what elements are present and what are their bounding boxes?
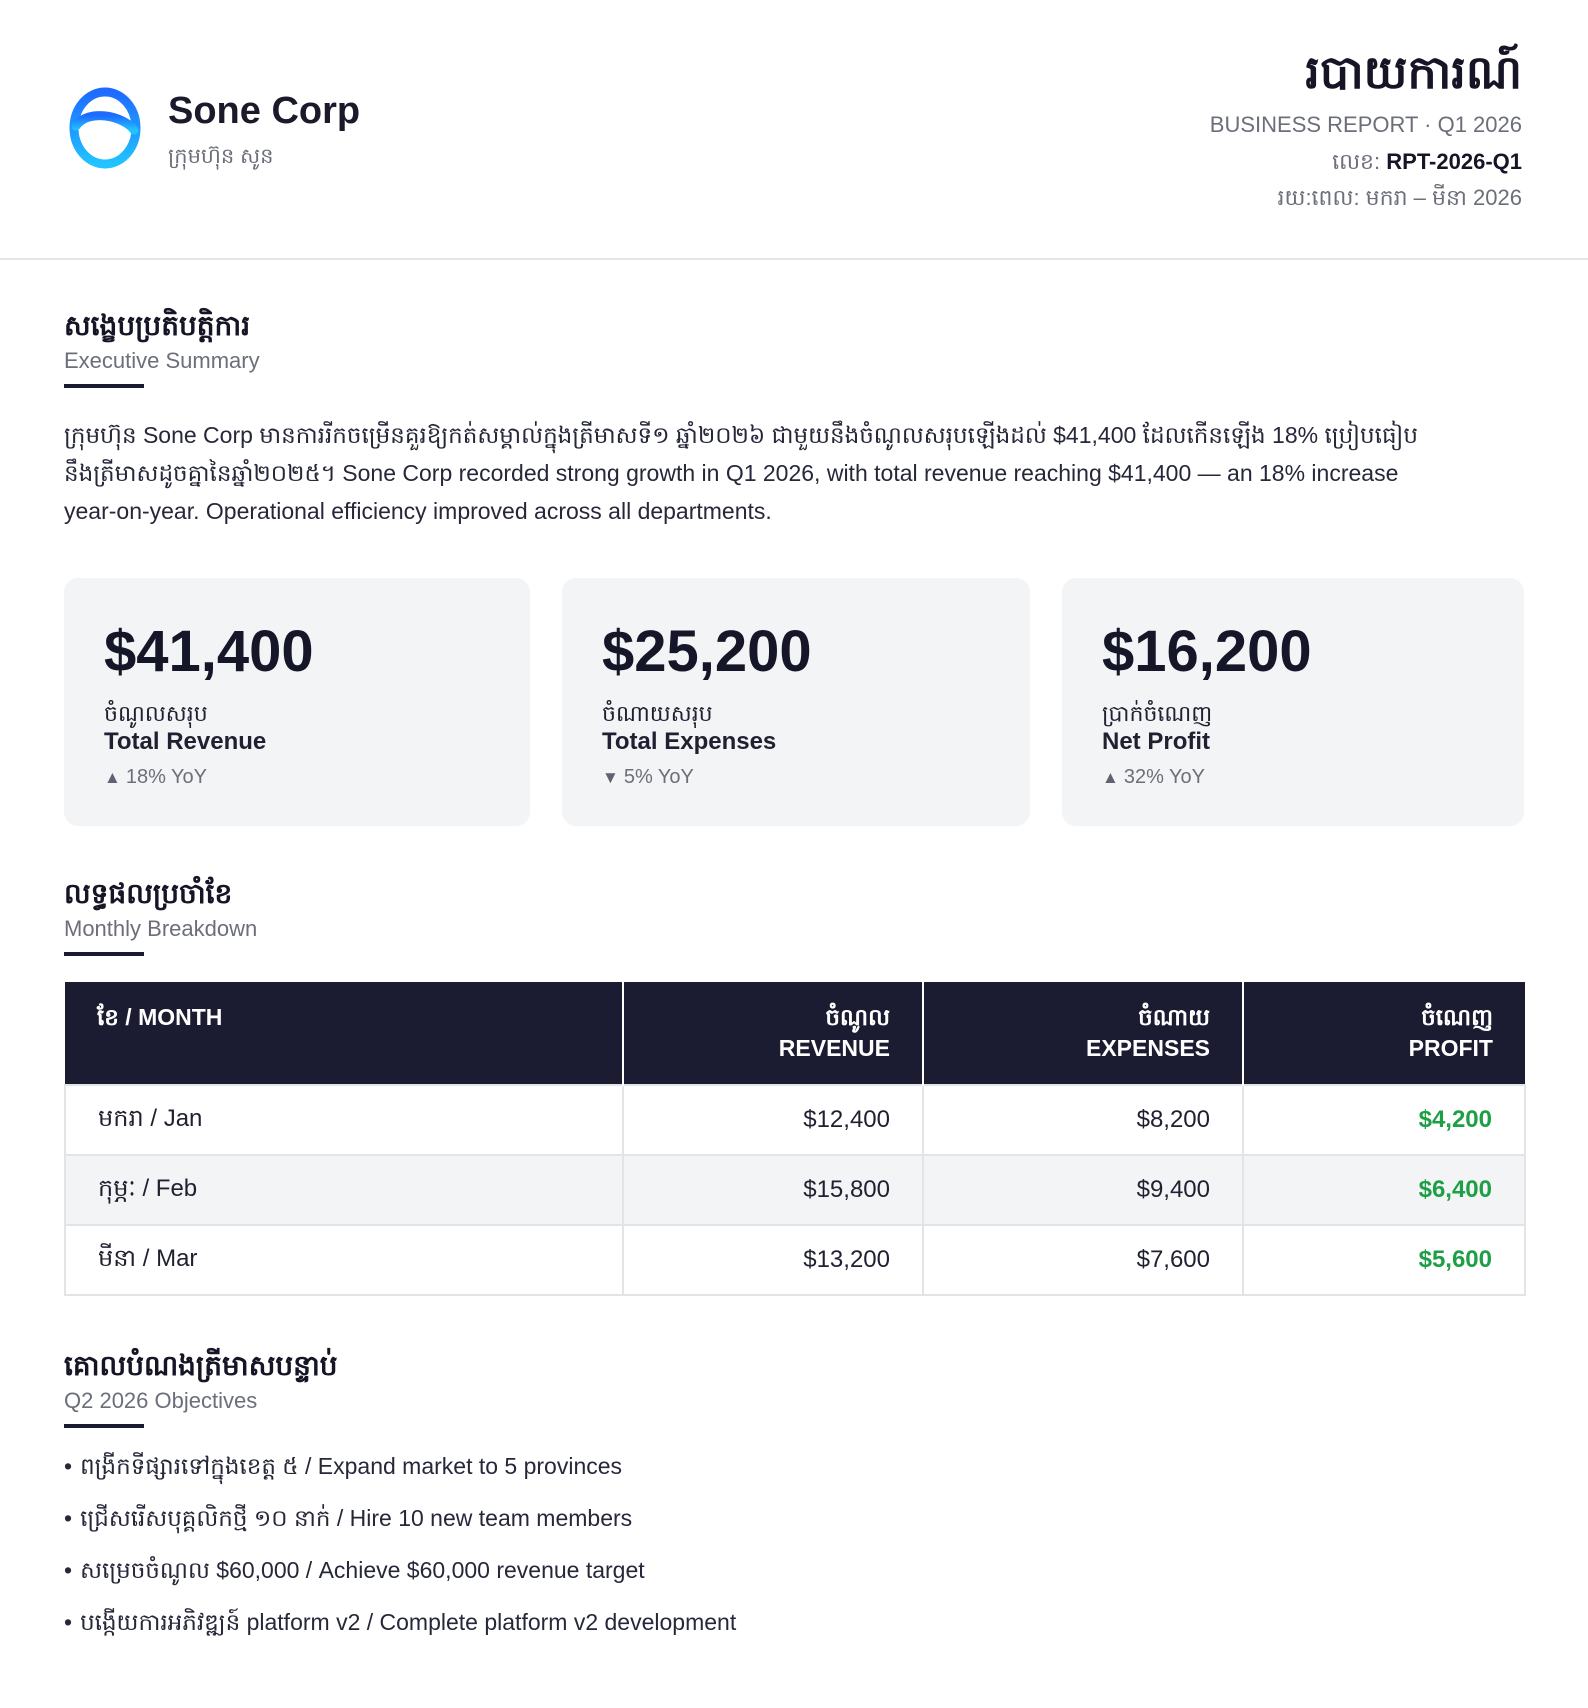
profit-cell: $4,200 xyxy=(1243,1085,1525,1155)
kpi-card-expenses xyxy=(562,578,1030,826)
list-item: • សម្រេចចំណូល $60,000 / Achieve $60,000 revenue target xyxy=(64,1544,736,1596)
kpi-trend-text: 32% YoY xyxy=(1123,766,1206,788)
breakdown-subtitle: Monthly Breakdown xyxy=(64,916,258,941)
revenue-cell: $13,200 xyxy=(623,1225,923,1295)
kpi-card-revenue xyxy=(64,578,530,826)
kpi-trend-text: 5% YoY xyxy=(623,766,694,788)
revenue-cell: $12,400 xyxy=(623,1085,923,1155)
revenue-cell: $15,800 xyxy=(623,1155,923,1225)
column-header-revenue: ចំណូល REVENUE xyxy=(623,982,923,1085)
kpi-card-profit xyxy=(1062,578,1524,826)
ref-value: RPT-2026-Q1 xyxy=(1386,149,1522,174)
report-subtitle: BUSINESS REPORT · Q1 2026 xyxy=(1209,112,1522,137)
column-header-month: ខែ / MONTH xyxy=(65,982,623,1085)
expenses-cell: $8,200 xyxy=(923,1085,1243,1155)
table-row xyxy=(65,1155,1525,1225)
profit-cell: $5,600 xyxy=(1243,1225,1525,1295)
triangle-up-icon: ▲ xyxy=(104,768,121,787)
month-cell: មករា / Jan xyxy=(65,1085,623,1155)
kpi-label-en: Net Profit xyxy=(1102,728,1210,755)
table-row xyxy=(65,1225,1525,1295)
kpi-trend-text: 18% YoY xyxy=(125,766,208,788)
triangle-down-icon: ▼ xyxy=(602,768,619,787)
kpi-label-km: ប្រាក់ចំណេញ xyxy=(1102,701,1213,726)
kpi-trend xyxy=(602,766,694,789)
column-header-expenses: ចំណាយ EXPENSES xyxy=(923,982,1243,1085)
profit-cell: $6,400 xyxy=(1243,1155,1525,1225)
report-reference xyxy=(1332,148,1522,180)
kpi-label-km: ចំណាយសរុប xyxy=(602,701,713,726)
kpi-trend xyxy=(104,766,207,789)
objectives-title: គោលបំណងត្រីមាសបន្ទាប់ xyxy=(64,1350,338,1381)
objectives-divider xyxy=(64,1424,144,1428)
summary-divider xyxy=(64,384,144,388)
summary-text: ក្រុមហ៊ុន Sone Corp មានការរីកចម្រើនគួរឱ្យកត់សម្គាល់ក្នុងត្រីមាសទី១ ឆ្នាំ២០២៦ ជាមួយនឹងចំណូលសរុបឡើងដល់ $41,400 ដែលកើនឡើង 18% ប្រៀបធៀបនឹងត្រីមាសដូចគ្នានៃឆ្នាំ២០២៥។ Sone Corp recorded strong growth in Q1 2026, with total revenue reaching $41,400 — an 18% increase year-on-year. Operational efficiency improved across all departments. xyxy=(64,422,1419,524)
kpi-value: $41,400 xyxy=(104,619,314,684)
kpi-trend xyxy=(1102,766,1205,789)
objectives-subtitle: Q2 2026 Objectives xyxy=(64,1388,258,1413)
kpi-label-en: Total Expenses xyxy=(602,728,777,755)
expenses-cell: $9,400 xyxy=(923,1155,1243,1225)
table-header-row xyxy=(65,982,1525,1085)
list-item: • ពង្រីកទីផ្សារទៅក្នុងខេត្ត ៥ / Expand market to 5 provinces xyxy=(64,1440,736,1492)
table-row xyxy=(65,1085,1525,1155)
ref-label: លេខ: xyxy=(1332,149,1381,174)
kpi-label-en: Total Revenue xyxy=(104,728,267,755)
kpi-value: $25,200 xyxy=(602,619,812,684)
expenses-cell: $7,600 xyxy=(923,1225,1243,1295)
kpi-value: $16,200 xyxy=(1102,619,1312,684)
s-logo-icon xyxy=(68,86,142,170)
breakdown-table xyxy=(64,982,1526,1296)
objectives-list xyxy=(64,1440,736,1648)
triangle-up-icon: ▲ xyxy=(1102,768,1119,787)
month-cell: កុម្ភៈ / Feb xyxy=(65,1155,623,1225)
report-header xyxy=(0,0,1588,260)
column-header-profit: ចំណេញ PROFIT xyxy=(1243,982,1525,1085)
report-period: រយ:ពេល: មករា – មីនា 2026 xyxy=(1277,185,1522,210)
company-name: Sone Corp xyxy=(168,90,361,132)
list-item: • ជ្រើសរើសបុគ្គលិកថ្មី ១០ នាក់ / Hire 10 new team members xyxy=(64,1492,736,1544)
kpi-label-km: ចំណូលសរុប xyxy=(104,701,208,726)
breakdown-divider xyxy=(64,952,144,956)
summary-title: សង្ខេបប្រតិបត្តិការ xyxy=(64,310,251,341)
breakdown-title: លទ្ធផលប្រចាំខែ xyxy=(64,878,233,909)
report-title: របាយការណ៍ xyxy=(1305,46,1522,98)
company-name-km: ក្រុមហ៊ុន សូន xyxy=(168,145,274,168)
month-cell: មីនា / Mar xyxy=(65,1225,623,1295)
summary-subtitle: Executive Summary xyxy=(64,348,260,373)
list-item: • បង្កើយការអភិវឌ្ឍន៍ platform v2 / Complete platform v2 development xyxy=(64,1596,736,1648)
